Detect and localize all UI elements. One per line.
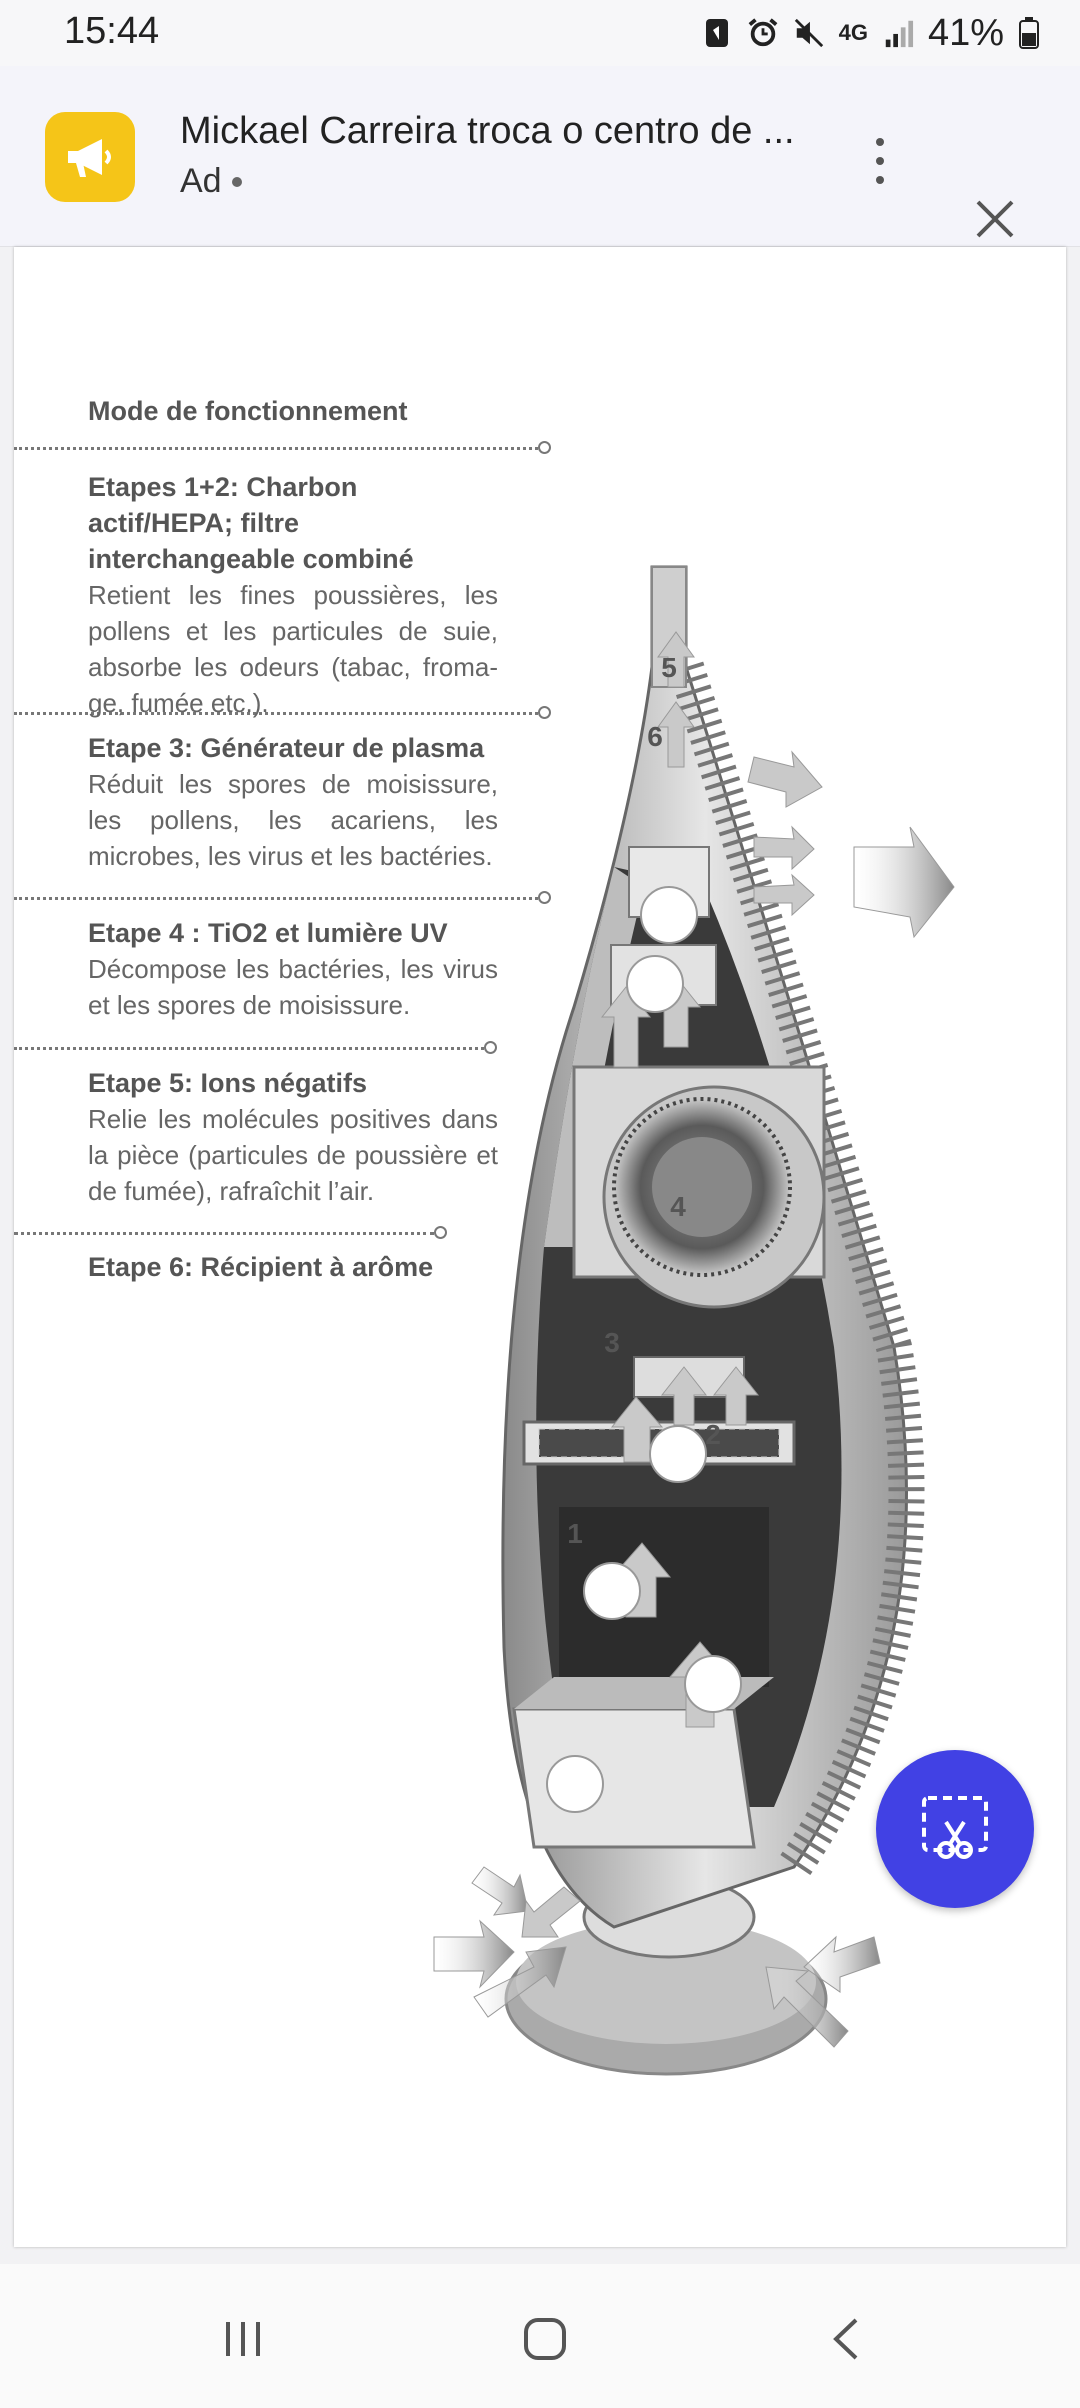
diagram-label-4: 4 (670, 1191, 686, 1222)
step-3 (88, 730, 498, 874)
diagram-label-5: 5 (661, 652, 677, 683)
step-6 (88, 1249, 498, 1285)
home-button[interactable] (510, 2304, 580, 2374)
leader-line-end (538, 706, 551, 719)
step-4 (88, 915, 498, 1023)
sim-status-icon (701, 16, 733, 50)
ad-status-dot (232, 177, 242, 187)
mute-icon (793, 16, 825, 50)
leader-line (14, 1047, 484, 1050)
home-icon (520, 2314, 570, 2364)
legend-heading: Mode de fonctionnement (88, 396, 408, 426)
ad-logo[interactable] (45, 112, 135, 202)
ad-label-row (180, 162, 242, 201)
status-time: 15:44 (64, 10, 160, 52)
leader-line-end (538, 891, 551, 904)
megaphone-icon (62, 133, 118, 181)
ad-more-options-icon[interactable] (860, 138, 900, 184)
leader-line (14, 897, 538, 900)
back-button[interactable] (812, 2304, 882, 2374)
diagram-label-1: 1 (567, 1518, 583, 1549)
leader-line (14, 447, 538, 450)
leader-line-end (538, 441, 551, 454)
status-icons (701, 10, 1040, 56)
screenshot-scissors-icon (918, 1792, 992, 1866)
screenshot-crop-button[interactable] (876, 1750, 1034, 1908)
leader-line (14, 1232, 434, 1235)
step-text: Réduit les spores de moisissure, les pollens, les acariens, les microbes, les virus et les bactéries. (88, 769, 498, 871)
alarm-icon (747, 16, 779, 50)
battery-percent: 41% (927, 11, 1004, 54)
leader-line-end (434, 1226, 447, 1239)
step-title: Etape 3: Générateur de plasma (88, 733, 485, 763)
battery-icon (1018, 16, 1040, 50)
diagram-label-3: 3 (604, 1327, 620, 1358)
document-page (14, 247, 1066, 2247)
ad-label: Ad (180, 162, 222, 200)
status-bar (0, 0, 1080, 66)
diagram-label-2: 2 (705, 1419, 721, 1450)
diagram-label-6: 6 (647, 721, 663, 752)
network-4g-icon: 4G (838, 20, 868, 45)
step-title: Etape 5: Ions négatifs (88, 1068, 368, 1098)
navigation-bar (0, 2264, 1080, 2408)
step-5 (88, 1065, 498, 1209)
step-text: Retient les fines poussières, les pollens et les particules de suie, absorbe les odeurs (tabac, froma-ge, fumée etc.). (88, 580, 498, 718)
recent-apps-icon (218, 2314, 268, 2364)
recent-apps-button[interactable] (208, 2304, 278, 2374)
signal-icon (882, 16, 914, 50)
step-title: Etape 6: Récipient à arôme (88, 1252, 434, 1282)
leader-line-end (484, 1041, 497, 1054)
close-icon[interactable] (970, 194, 1020, 244)
step-text: Relie les molécules positives dans la pièce (particules de poussière et de fumée), rafraîchit l’air. (88, 1104, 498, 1206)
step-text: Décompose les bactéries, les virus et les spores de moisissure. (88, 954, 498, 1020)
step-1-2 (88, 469, 498, 721)
step-title: Etapes 1+2: Charbon actif/HEPA; filtre interchangeable combiné (88, 472, 414, 574)
step-title: Etape 4 : TiO2 et lumière UV (88, 918, 448, 948)
ad-title[interactable]: Mickael Carreira troca o centro de ... (180, 110, 795, 152)
back-icon (822, 2314, 872, 2364)
ad-banner[interactable] (0, 66, 1080, 247)
